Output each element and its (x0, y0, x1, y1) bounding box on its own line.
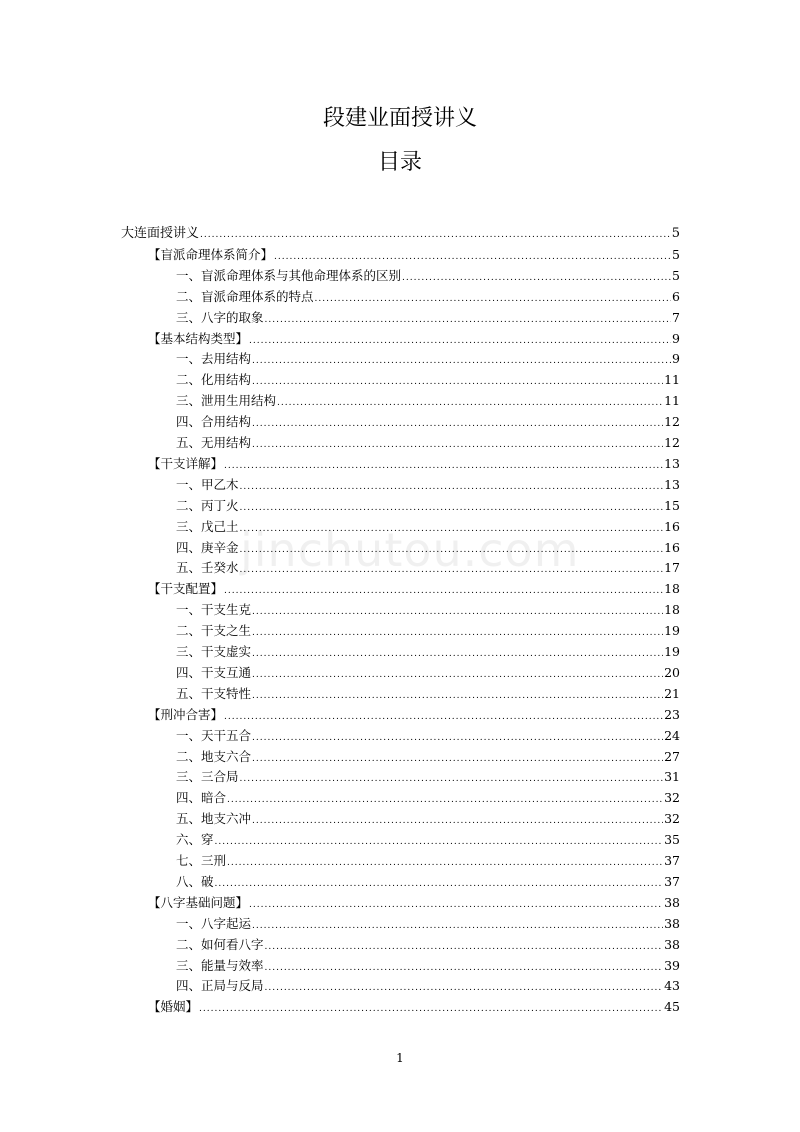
toc-entry[interactable] (176, 370, 680, 390)
toc-entry[interactable] (148, 454, 680, 474)
toc-entry-title: 【八字基础问题】 (148, 894, 249, 910)
toc-entry-title: 【干支详解】 (148, 455, 224, 471)
toc-entry-page: 12 (664, 414, 680, 430)
dot-leader (252, 644, 663, 664)
toc-entry[interactable] (176, 308, 680, 328)
toc-entry-title: 二、地支六合 (176, 748, 252, 764)
toc-entry[interactable] (176, 851, 680, 871)
toc-entry[interactable] (176, 872, 680, 892)
toc-entry[interactable] (176, 747, 680, 767)
toc-entry[interactable] (176, 935, 680, 955)
toc-entry-page: 19 (664, 623, 680, 639)
toc-entry[interactable] (148, 997, 680, 1017)
toc-entry-page: 43 (664, 978, 680, 994)
dot-leader (227, 790, 663, 810)
toc-entry[interactable] (176, 726, 680, 746)
toc-entry[interactable] (176, 349, 680, 369)
page-number: 1 (396, 1051, 404, 1065)
toc-entry-title: 一、盲派命理体系与其他命理体系的区别 (176, 267, 402, 283)
toc-entry-page: 18 (664, 602, 680, 618)
toc-entry[interactable] (176, 830, 680, 850)
toc-entry-title: 大连面授讲义 (121, 226, 200, 241)
toc-entry[interactable] (176, 642, 680, 662)
toc-entry-page: 17 (664, 560, 680, 576)
toc-entry-title: 【刑冲合害】 (148, 706, 224, 722)
toc-entry-page: 16 (664, 518, 680, 534)
toc-entry-page: 27 (664, 748, 680, 764)
document-title: 段建业面授讲义 (322, 106, 477, 131)
dot-leader (274, 247, 671, 267)
toc-entry-page: 13 (664, 476, 680, 492)
toc-entry-page: 39 (664, 957, 680, 973)
toc-entry-title: 三、八字的取象 (176, 309, 264, 325)
toc-entry-page: 37 (664, 853, 680, 868)
toc-entry-page: 18 (664, 581, 680, 597)
toc-entry-page: 23 (664, 706, 680, 722)
toc-entry-title: 一、八字起运 (176, 915, 252, 931)
dot-leader (199, 999, 663, 1019)
toc-entry-title: 四、正局与反局 (176, 978, 264, 994)
dot-leader (252, 811, 663, 831)
toc-entry[interactable] (176, 684, 680, 704)
dot-leader (215, 832, 664, 852)
toc-entry-page: 5 (672, 246, 680, 262)
dot-leader (240, 769, 664, 789)
toc-entry-title: 四、合用结构 (176, 414, 252, 430)
toc-entry-title: 二、盲派命理体系的特点 (176, 288, 314, 304)
toc-entry[interactable] (176, 266, 680, 286)
dot-leader (252, 414, 663, 434)
toc-entry-page: 12 (664, 435, 680, 450)
toc-entry-title: 二、丙丁火 (176, 497, 239, 513)
toc-heading: 目录 (377, 150, 422, 175)
dot-leader (252, 686, 663, 706)
dot-leader (227, 853, 663, 873)
toc-entry[interactable] (176, 391, 680, 411)
toc-entry-title: 一、干支生克 (176, 602, 252, 618)
toc-entry[interactable] (176, 809, 680, 829)
dot-leader (249, 331, 671, 351)
toc-entry-page: 15 (664, 497, 680, 513)
dot-leader (224, 707, 663, 727)
toc-entry-page: 16 (664, 539, 680, 555)
dot-leader (200, 225, 671, 245)
toc-entry-page: 6 (672, 288, 680, 304)
toc-entry-title: 三、三合局 (176, 769, 239, 785)
toc-entry[interactable] (148, 893, 680, 913)
toc-entry-title: 四、暗合 (176, 790, 227, 806)
dot-leader (252, 623, 663, 643)
toc-entry-page: 20 (664, 664, 680, 680)
toc-entry[interactable] (176, 621, 680, 641)
dot-leader (240, 498, 664, 518)
dot-leader (265, 310, 672, 330)
toc-entry-page: 9 (672, 351, 680, 367)
toc-entry-page: 38 (664, 915, 680, 931)
toc-entry[interactable] (176, 956, 680, 976)
toc-entry-title: 七、三刑 (176, 853, 227, 868)
toc-entry[interactable] (176, 287, 680, 307)
toc-entry-title: 五、无用结构 (176, 435, 252, 450)
dot-leader (252, 728, 663, 748)
toc-entry-title: 五、地支六冲 (176, 811, 252, 827)
toc-entry[interactable] (176, 976, 680, 996)
dot-leader (240, 477, 664, 497)
toc-entry[interactable] (176, 433, 680, 453)
toc-entry[interactable] (176, 914, 680, 934)
toc-entry[interactable] (121, 224, 680, 244)
toc-entry[interactable] (176, 600, 680, 620)
toc-entry[interactable] (176, 788, 680, 808)
toc-entry-title: 【盲派命理体系简介】 (148, 246, 274, 262)
dot-leader (252, 602, 663, 622)
toc-entry-page: 32 (664, 790, 680, 806)
toc-entry-title: 二、如何看八字 (176, 936, 264, 952)
dot-leader (252, 372, 663, 392)
toc-entry-page: 21 (664, 685, 680, 701)
dot-leader (224, 581, 663, 601)
toc-entry-page: 24 (664, 727, 680, 743)
toc-entry[interactable] (148, 245, 680, 265)
toc-entry-title: 六、穿 (176, 832, 214, 848)
toc-entry[interactable] (176, 496, 680, 516)
toc-entry[interactable] (176, 412, 680, 432)
toc-entry-title: 三、能量与效率 (176, 957, 264, 973)
dot-leader (252, 749, 663, 769)
dot-leader (265, 958, 664, 978)
dot-leader (224, 456, 663, 476)
toc-entry[interactable] (148, 705, 680, 725)
toc-entry-title: 一、去用结构 (176, 351, 252, 367)
toc-entry-title: 五、壬癸水 (176, 560, 239, 576)
toc-entry-title: 二、干支之生 (176, 623, 252, 639)
toc-entry-page: 9 (672, 330, 680, 346)
toc-entry-page: 45 (664, 999, 680, 1015)
toc-entry[interactable] (176, 767, 680, 787)
toc-entry-page: 32 (664, 811, 680, 827)
toc-entry-page: 38 (664, 936, 680, 952)
toc-entry-page: 11 (664, 393, 680, 409)
toc-entry[interactable] (148, 329, 680, 349)
toc-entry-title: 五、干支特性 (176, 685, 252, 701)
dot-leader (402, 268, 671, 288)
toc-entry-page: 11 (664, 372, 680, 388)
toc-entry-title: 三、戊己土 (176, 518, 239, 534)
toc-entry-title: 一、甲乙木 (176, 476, 239, 492)
toc-entry-page: 5 (671, 226, 680, 241)
dot-leader (315, 289, 672, 309)
toc-entry-title: 二、化用结构 (176, 372, 252, 388)
toc-entry-title: 八、破 (176, 873, 214, 889)
toc-entry-page: 19 (664, 644, 680, 659)
toc-entry-title: 三、泄用生用结构 (176, 393, 277, 409)
toc-entry-title: 三、干支虚实 (176, 644, 252, 659)
dot-leader (252, 916, 663, 936)
toc-entry[interactable] (176, 663, 680, 683)
toc-entry-title: 一、天干五合 (176, 727, 252, 743)
toc-entry-page: 35 (664, 832, 680, 848)
dot-leader (252, 351, 671, 371)
dot-leader (249, 895, 663, 915)
toc-entry[interactable] (176, 475, 680, 495)
dot-leader (265, 937, 664, 957)
dot-leader (265, 978, 664, 998)
dot-leader (277, 393, 663, 413)
toc-entry-title: 【干支配置】 (148, 581, 224, 597)
toc-entry-page: 38 (664, 894, 680, 910)
toc-entry-title: 四、干支互通 (176, 664, 252, 680)
toc-entry-page: 5 (672, 267, 680, 283)
toc-entry-page: 7 (672, 309, 680, 325)
toc-entry-page: 31 (664, 769, 680, 785)
toc-entry-title: 【基本结构类型】 (148, 330, 249, 346)
toc-entry-page: 13 (664, 455, 680, 471)
dot-leader (215, 874, 664, 894)
dot-leader (252, 435, 663, 455)
dot-leader (252, 665, 663, 685)
toc-entry-page: 37 (664, 873, 680, 889)
toc-entry-title: 四、庚辛金 (176, 539, 239, 555)
toc-entry-title: 【婚姻】 (148, 999, 199, 1015)
watermark: jinchutou.com (240, 523, 580, 577)
toc-entry[interactable] (148, 579, 680, 599)
